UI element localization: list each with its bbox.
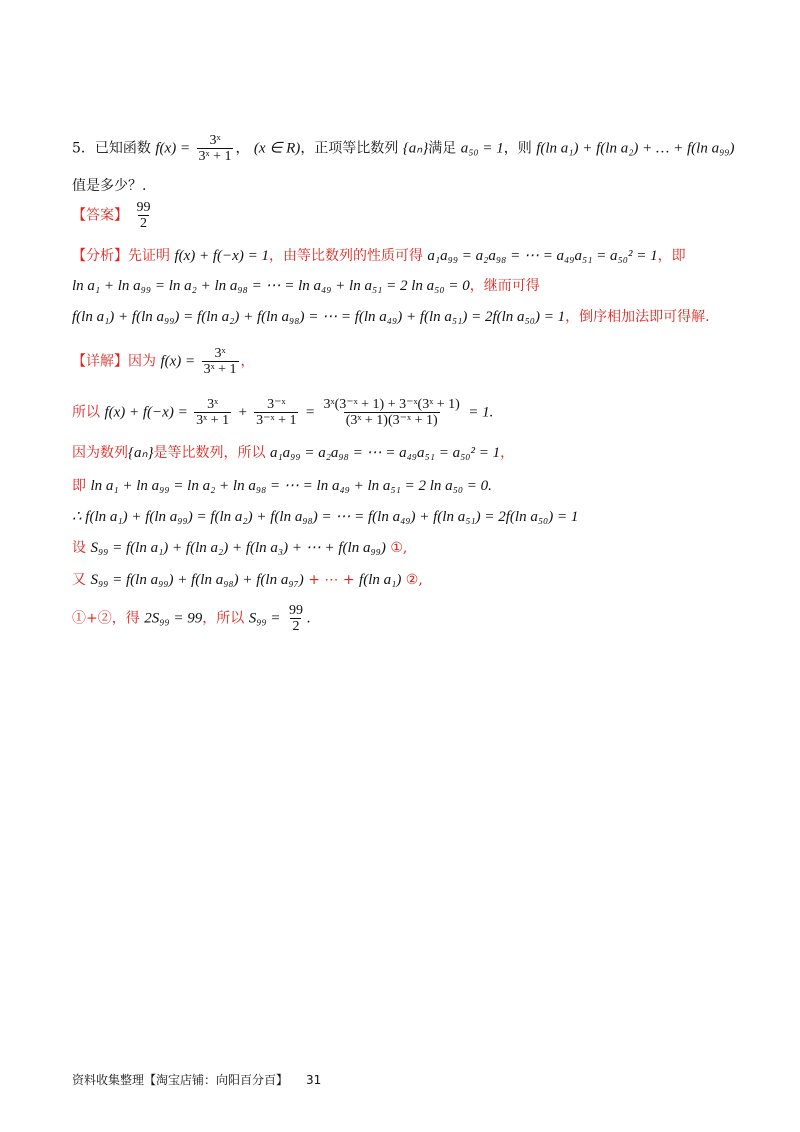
- detail-text: 即: [72, 478, 86, 494]
- detail-math: f(x) + f(−x) =: [104, 404, 188, 421]
- analysis-text: ，继而可得: [469, 278, 540, 294]
- detail-math: S₉₉ = f(ln a₉₉) + f(ln a₉₈) + f(ln a₉₇): [90, 572, 304, 588]
- analysis-math: f(x) + f(−x) = 1: [174, 248, 269, 264]
- function-fraction: [197, 133, 234, 164]
- detail-fraction: [254, 397, 298, 428]
- analysis-math: ln a₁ + ln a₉₉ = ln a₂ + ln a₉₈ = ⋯ = ln a₄₉ + ln a₅₁ = 2 ln a₅₀ = 0: [72, 278, 470, 294]
- detail-math: S₉₉ =: [248, 610, 281, 627]
- detail-fraction: [194, 397, 231, 428]
- fraction-denominator: (3ˣ + 1)(3⁻ˣ + 1): [345, 413, 438, 428]
- page-footer: [72, 1071, 321, 1088]
- answer-line: [72, 200, 154, 231]
- detail-math: f(ln a₁): [359, 572, 402, 588]
- analysis-tag: 【分析】: [72, 248, 128, 264]
- detail-math: a₁a₉₉ = a₂a₉₈ = ⋯ = a₄₉a₅₁ = a₅₀² = 1: [269, 445, 501, 461]
- sequence-condition: a₅₀ = 1: [460, 140, 504, 157]
- detail-line-8: [72, 603, 311, 634]
- fraction-denominator: 2: [292, 619, 300, 634]
- footer-text: 资料收集整理【淘宝店铺：向阳百分百】: [72, 1073, 289, 1087]
- detail-math: ∴ f(ln a₁) + f(ln a₉₉) = f(ln a₂) + f(ln a₉₈) = ⋯ = f(ln a₄₉) + f(ln a₅₁) = 2f(ln a₅₀) = 1: [72, 509, 579, 525]
- analysis-line-2: [72, 276, 540, 296]
- detail-math: = 1.: [468, 404, 494, 421]
- fraction-denominator: 3ˣ + 1: [198, 149, 232, 164]
- detail-text: 又: [72, 572, 86, 588]
- detail-text: 设: [72, 540, 86, 556]
- detail-text: 所以: [72, 404, 100, 421]
- detail-tag: 【详解】: [72, 353, 128, 370]
- page-number: 31: [306, 1073, 322, 1087]
- analysis-text: 先证明: [128, 248, 170, 264]
- detail-text: ，: [240, 353, 255, 370]
- detail-text: ，: [500, 445, 515, 461]
- problem-statement: [72, 133, 735, 164]
- analysis-line-1: [72, 246, 686, 266]
- fraction-denominator: 3ˣ + 1: [203, 362, 237, 377]
- fraction-numerator: 3ˣ: [209, 133, 221, 148]
- analysis-text: ，倒序相加法即可得解.: [565, 309, 710, 325]
- detail-math: 2S₉₉ = 99: [144, 610, 203, 627]
- problem-number: 5．: [72, 140, 95, 157]
- detail-math: f(x) =: [160, 353, 196, 370]
- sum-expression: f(ln a₁) + f(ln a₂) + … + f(ln a₉₉): [536, 140, 735, 157]
- detail-fraction: [287, 603, 305, 634]
- detail-fraction: [322, 397, 462, 428]
- answer-denominator: 2: [139, 216, 147, 231]
- detail-line-1: [72, 346, 255, 377]
- detail-line-7: [72, 570, 423, 590]
- detail-text: ①+②，得: [72, 610, 140, 627]
- answer-tag: 【答案】: [72, 207, 128, 224]
- answer-fraction: [134, 200, 152, 231]
- separator: ，: [235, 140, 250, 157]
- analysis-text: ，由等比数列的性质可得: [268, 248, 423, 264]
- detail-line-5: [72, 507, 578, 527]
- detail-math: =: [304, 404, 316, 421]
- then-word: ，则: [503, 140, 532, 157]
- analysis-math: f(ln a₁) + f(ln a₉₉) = f(ln a₂) + f(ln a₉₈) = ⋯ = f(ln a₄₉) + f(ln a₅₁) = 2f(ln a₅₀) = 1: [72, 309, 566, 325]
- fraction-numerator: 3⁻ˣ: [267, 397, 286, 412]
- problem-sequence-text: ，正项等比数列: [300, 140, 399, 157]
- detail-line-4: [72, 476, 492, 496]
- detail-text: 因为数列: [72, 445, 128, 461]
- detail-math: .: [306, 610, 311, 627]
- analysis-text: ，即: [657, 248, 686, 264]
- detail-math: S₉₉ = f(ln a₁) + f(ln a₂) + f(ln a₃) + ⋯ + f(ln a₉₉): [90, 540, 386, 556]
- circled-label: ①,: [390, 540, 408, 556]
- fraction-numerator: 3ˣ: [207, 397, 219, 412]
- problem-question: 值是多少？.: [72, 178, 147, 194]
- detail-math: +: [237, 404, 248, 421]
- detail-text: ，所以: [202, 610, 245, 627]
- fraction-numerator: 3ˣ(3⁻ˣ + 1) + 3⁻ˣ(3ˣ + 1): [323, 397, 460, 412]
- detail-text: 因为: [128, 353, 156, 370]
- analysis-line-3: [72, 307, 710, 327]
- detail-fraction: [202, 346, 239, 377]
- fraction-denominator: 3⁻ˣ + 1: [256, 413, 297, 428]
- detail-math: ln a₁ + ln a₉₉ = ln a₂ + ln a₉₈ = ⋯ = ln a₄₉ + ln a₅₁ = 2 ln a₅₀ = 0.: [90, 478, 492, 494]
- answer-numerator: 99: [136, 200, 151, 215]
- circled-label: ②,: [405, 572, 423, 588]
- function-definition-lhs: f(x) =: [155, 140, 191, 157]
- analysis-math: a₁a₉₉ = a₂a₉₈ = ⋯ = a₄₉a₅₁ = a₅₀² = 1: [427, 248, 658, 264]
- domain-condition: (x ∈ R): [253, 140, 301, 157]
- fraction-numerator: 99: [288, 603, 303, 618]
- detail-text: + ⋯ +: [308, 572, 355, 588]
- detail-line-2: [72, 397, 493, 428]
- fraction-denominator: 3ˣ + 1: [196, 413, 230, 428]
- detail-line-3: [72, 443, 514, 463]
- detail-text: 是等比数列，所以: [153, 445, 266, 461]
- problem-intro: 已知函数: [94, 140, 151, 157]
- detail-math: {aₙ}: [128, 445, 154, 461]
- fraction-numerator: 3ˣ: [214, 346, 226, 361]
- condition-word: 满足: [428, 140, 457, 157]
- detail-line-6: [72, 538, 407, 558]
- sequence-symbol: {aₙ}: [402, 140, 429, 157]
